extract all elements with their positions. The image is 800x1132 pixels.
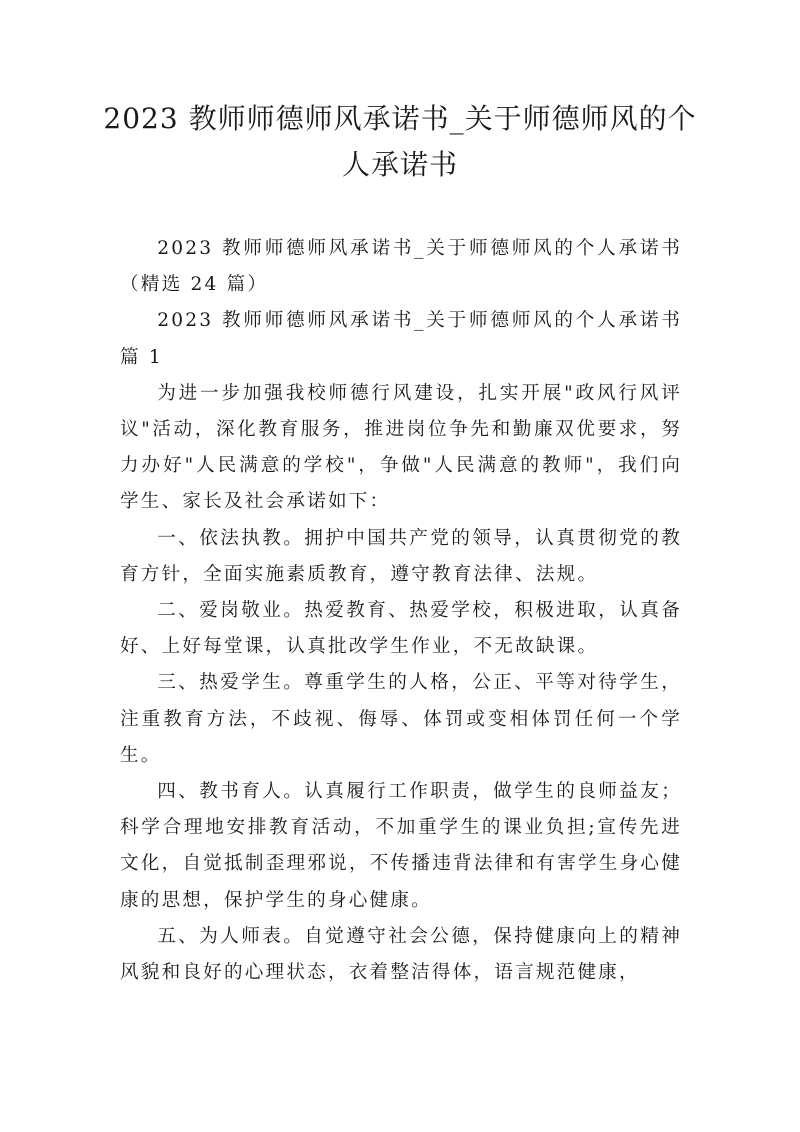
paragraph-item-4: 四、教书育人。认真履行工作职责，做学生的良师益友；科学合理地安排教育活动，不加重学生的课业负担;宣传先进文化，自觉抵制歪理邪说，不传播违背法律和有害学生身心健康的思想，保护学生的身心健康。 bbox=[120, 781, 682, 911]
paragraph-item-2: 二、爱岗敬业。热爱教育、热爱学校，积极进取，认真备好、上好每堂课，认真批改学生作业，不无故缺课。 bbox=[120, 600, 682, 658]
paragraph-subtitle: 2023 教师师德师风承诺书_关于师德师风的个人承诺书（精选 24 篇） bbox=[120, 238, 682, 296]
paragraph-section-heading: 2023 教师师德师风承诺书_关于师德师风的个人承诺书篇 1 bbox=[120, 310, 682, 368]
document-title: 2023 教师师德师风承诺书_关于师德师风的个人承诺书 bbox=[103, 102, 697, 181]
paragraph-intro: 为进一步加强我校师德行风建设，扎实开展"政风行风评议"活动，深化教育服务，推进岗位争先和勤廉双优要求，努力办好"人民满意的学校"，争做"人民满意的教师"，我们向学生、家长及社会承诺如下： bbox=[120, 382, 682, 513]
document-body bbox=[120, 231, 682, 991]
paragraph-item-1: 一、依法执教。拥护中国共产党的领导，认真贯彻党的教育方针，全面实施素质教育，遵守教育法律、法规。 bbox=[120, 527, 682, 585]
paragraph-item-5: 五、为人师表。自觉遵守社会公德，保持健康向上的精神风貌和良好的心理状态，衣着整洁得体，语言规范健康， bbox=[120, 925, 682, 984]
paragraph-item-3: 三、热爱学生。尊重学生的人格，公正、平等对待学生，注重教育方法，不歧视、侮辱、体罚或变相体罚任何一个学生。 bbox=[120, 672, 682, 766]
